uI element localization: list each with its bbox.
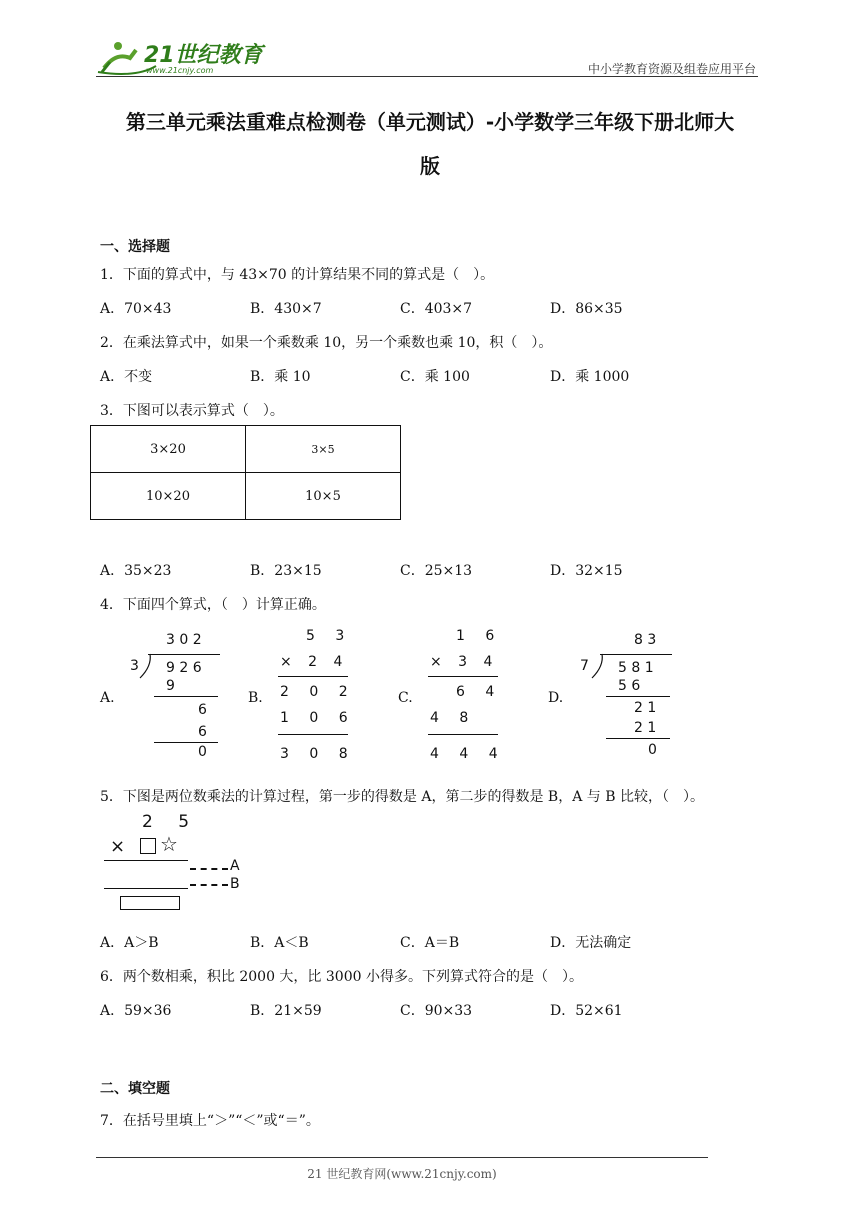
q4-multiplication-b (278, 626, 358, 766)
step: 6 (198, 702, 207, 718)
platform-name: 中小学教育资源及组卷应用平台 (587, 62, 756, 76)
q3-cell: 3×20 (91, 426, 246, 473)
section-heading-fill: 二、填空题 (100, 1081, 170, 1097)
q6-option-c[interactable]: C．90×33 (400, 1003, 473, 1019)
step: 2 1 (634, 720, 657, 736)
dividend: 5 8 1 (618, 660, 654, 676)
question-7-text: 7．在括号里填上“＞”“＜”或“＝”。 (100, 1113, 320, 1129)
q1-option-d[interactable]: D．86×35 (550, 301, 623, 317)
times-sign: × (110, 836, 126, 857)
q5-option-a[interactable]: A．A＞B (100, 935, 159, 951)
multiplicand: 1 6 (456, 628, 503, 644)
product: 3 0 8 (280, 746, 356, 762)
q6-option-d[interactable]: D．52×61 (550, 1003, 623, 1019)
header-divider (96, 76, 758, 77)
q1-option-c[interactable]: C．403×7 (400, 301, 473, 317)
multiplicand: 5 3 (306, 628, 353, 644)
divisor: 7 (580, 658, 589, 674)
q5-option-c[interactable]: C．A＝B (400, 935, 460, 951)
star-icon: ☆ (160, 832, 178, 856)
partial-product: 2 0 2 (280, 684, 356, 700)
question-3-text: 3．下图可以表示算式（ ）。 (100, 403, 284, 419)
partial-product: 1 0 6 (280, 710, 356, 726)
section-heading-choice: 一、选择题 (100, 239, 170, 255)
multiplier: × 3 4 (430, 654, 499, 670)
partial-product: 6 4 (456, 684, 503, 700)
q4-division-a (118, 630, 228, 762)
logo-text: 21世纪教育 (144, 43, 263, 68)
q4-multiplication-c (428, 626, 508, 766)
question-2-text: 2．在乘法算式中，如果一个乘数乘 10，另一个乘数也乘 10，积（ ）。 (100, 335, 553, 351)
site-logo (96, 38, 266, 78)
q1-option-b[interactable]: B．430×7 (250, 301, 322, 317)
q2-option-d[interactable]: D．乘 1000 (550, 369, 630, 385)
divisor: 3 (130, 658, 139, 674)
q2-option-c[interactable]: C．乘 100 (400, 369, 470, 385)
question-4-text: 4．下面四个算式，（ ）计算正确。 (100, 597, 326, 613)
q3-option-d[interactable]: D．32×15 (550, 563, 623, 579)
quotient: 3 0 2 (166, 632, 202, 648)
q2-option-a[interactable]: A．不变 (100, 369, 153, 385)
q3-area-table (90, 425, 401, 520)
q3-option-a[interactable]: A．35×23 (100, 563, 172, 579)
q5-figure (104, 812, 254, 916)
page-title-line2: 版 (420, 154, 440, 178)
q3-option-c[interactable]: C．25×13 (400, 563, 473, 579)
step: 5 6 (618, 678, 641, 694)
q3-cell: 10×20 (91, 473, 246, 520)
multiplier: × 2 4 (280, 654, 349, 670)
q5-option-d[interactable]: D．无法确定 (550, 935, 632, 951)
footer-divider (96, 1157, 708, 1158)
q4-label-c[interactable]: C. (398, 690, 413, 706)
step: 9 (166, 678, 175, 694)
q4-division-d (576, 630, 686, 762)
partial-product: 4 8 (430, 710, 477, 726)
q4-label-b[interactable]: B. (248, 690, 263, 706)
step: 6 (198, 724, 207, 740)
top-number: 2 5 (142, 812, 200, 832)
q2-option-b[interactable]: B．乘 10 (250, 369, 311, 385)
q6-option-a[interactable]: A．59×36 (100, 1003, 172, 1019)
logo-url: www.21cnjy.com (146, 66, 214, 75)
result-box (120, 896, 180, 910)
q3-option-b[interactable]: B．23×15 (250, 563, 322, 579)
label-a: A (230, 858, 240, 874)
q3-cell: 10×5 (246, 473, 401, 520)
step: 0 (648, 742, 657, 758)
dividend: 9 2 6 (166, 660, 202, 676)
q4-label-d[interactable]: D. (548, 690, 564, 706)
quotient: 8 3 (634, 632, 657, 648)
step: 0 (198, 744, 207, 760)
q4-label-a[interactable]: A. (100, 690, 115, 706)
question-6-text: 6．两个数相乘，积比 2000 大，比 3000 小得多。下列算式符合的是（ ）。 (100, 969, 583, 985)
q3-cell: 3×5 (246, 426, 401, 473)
q6-option-b[interactable]: B．21×59 (250, 1003, 322, 1019)
footer-text[interactable]: 21 世纪教育网(www.21cnjy.com) (307, 1167, 497, 1181)
square-icon (140, 838, 156, 854)
label-b: B (230, 876, 240, 892)
question-5-text: 5．下图是两位数乘法的计算过程，第一步的得数是 A，第二步的得数是 B，A 与 B 比较，（ ）。 (100, 789, 704, 805)
step: 2 1 (634, 700, 657, 716)
product: 4 4 4 (430, 746, 506, 762)
page-title-line1: 第三单元乘法重难点检测卷（单元测试）-小学数学三年级下册北师大 (125, 110, 735, 134)
q1-option-a[interactable]: A．70×43 (100, 301, 172, 317)
question-1-text: 1．下面的算式中，与 43×70 的计算结果不同的算式是（ ）。 (100, 267, 495, 283)
q5-option-b[interactable]: B．A＜B (250, 935, 309, 951)
